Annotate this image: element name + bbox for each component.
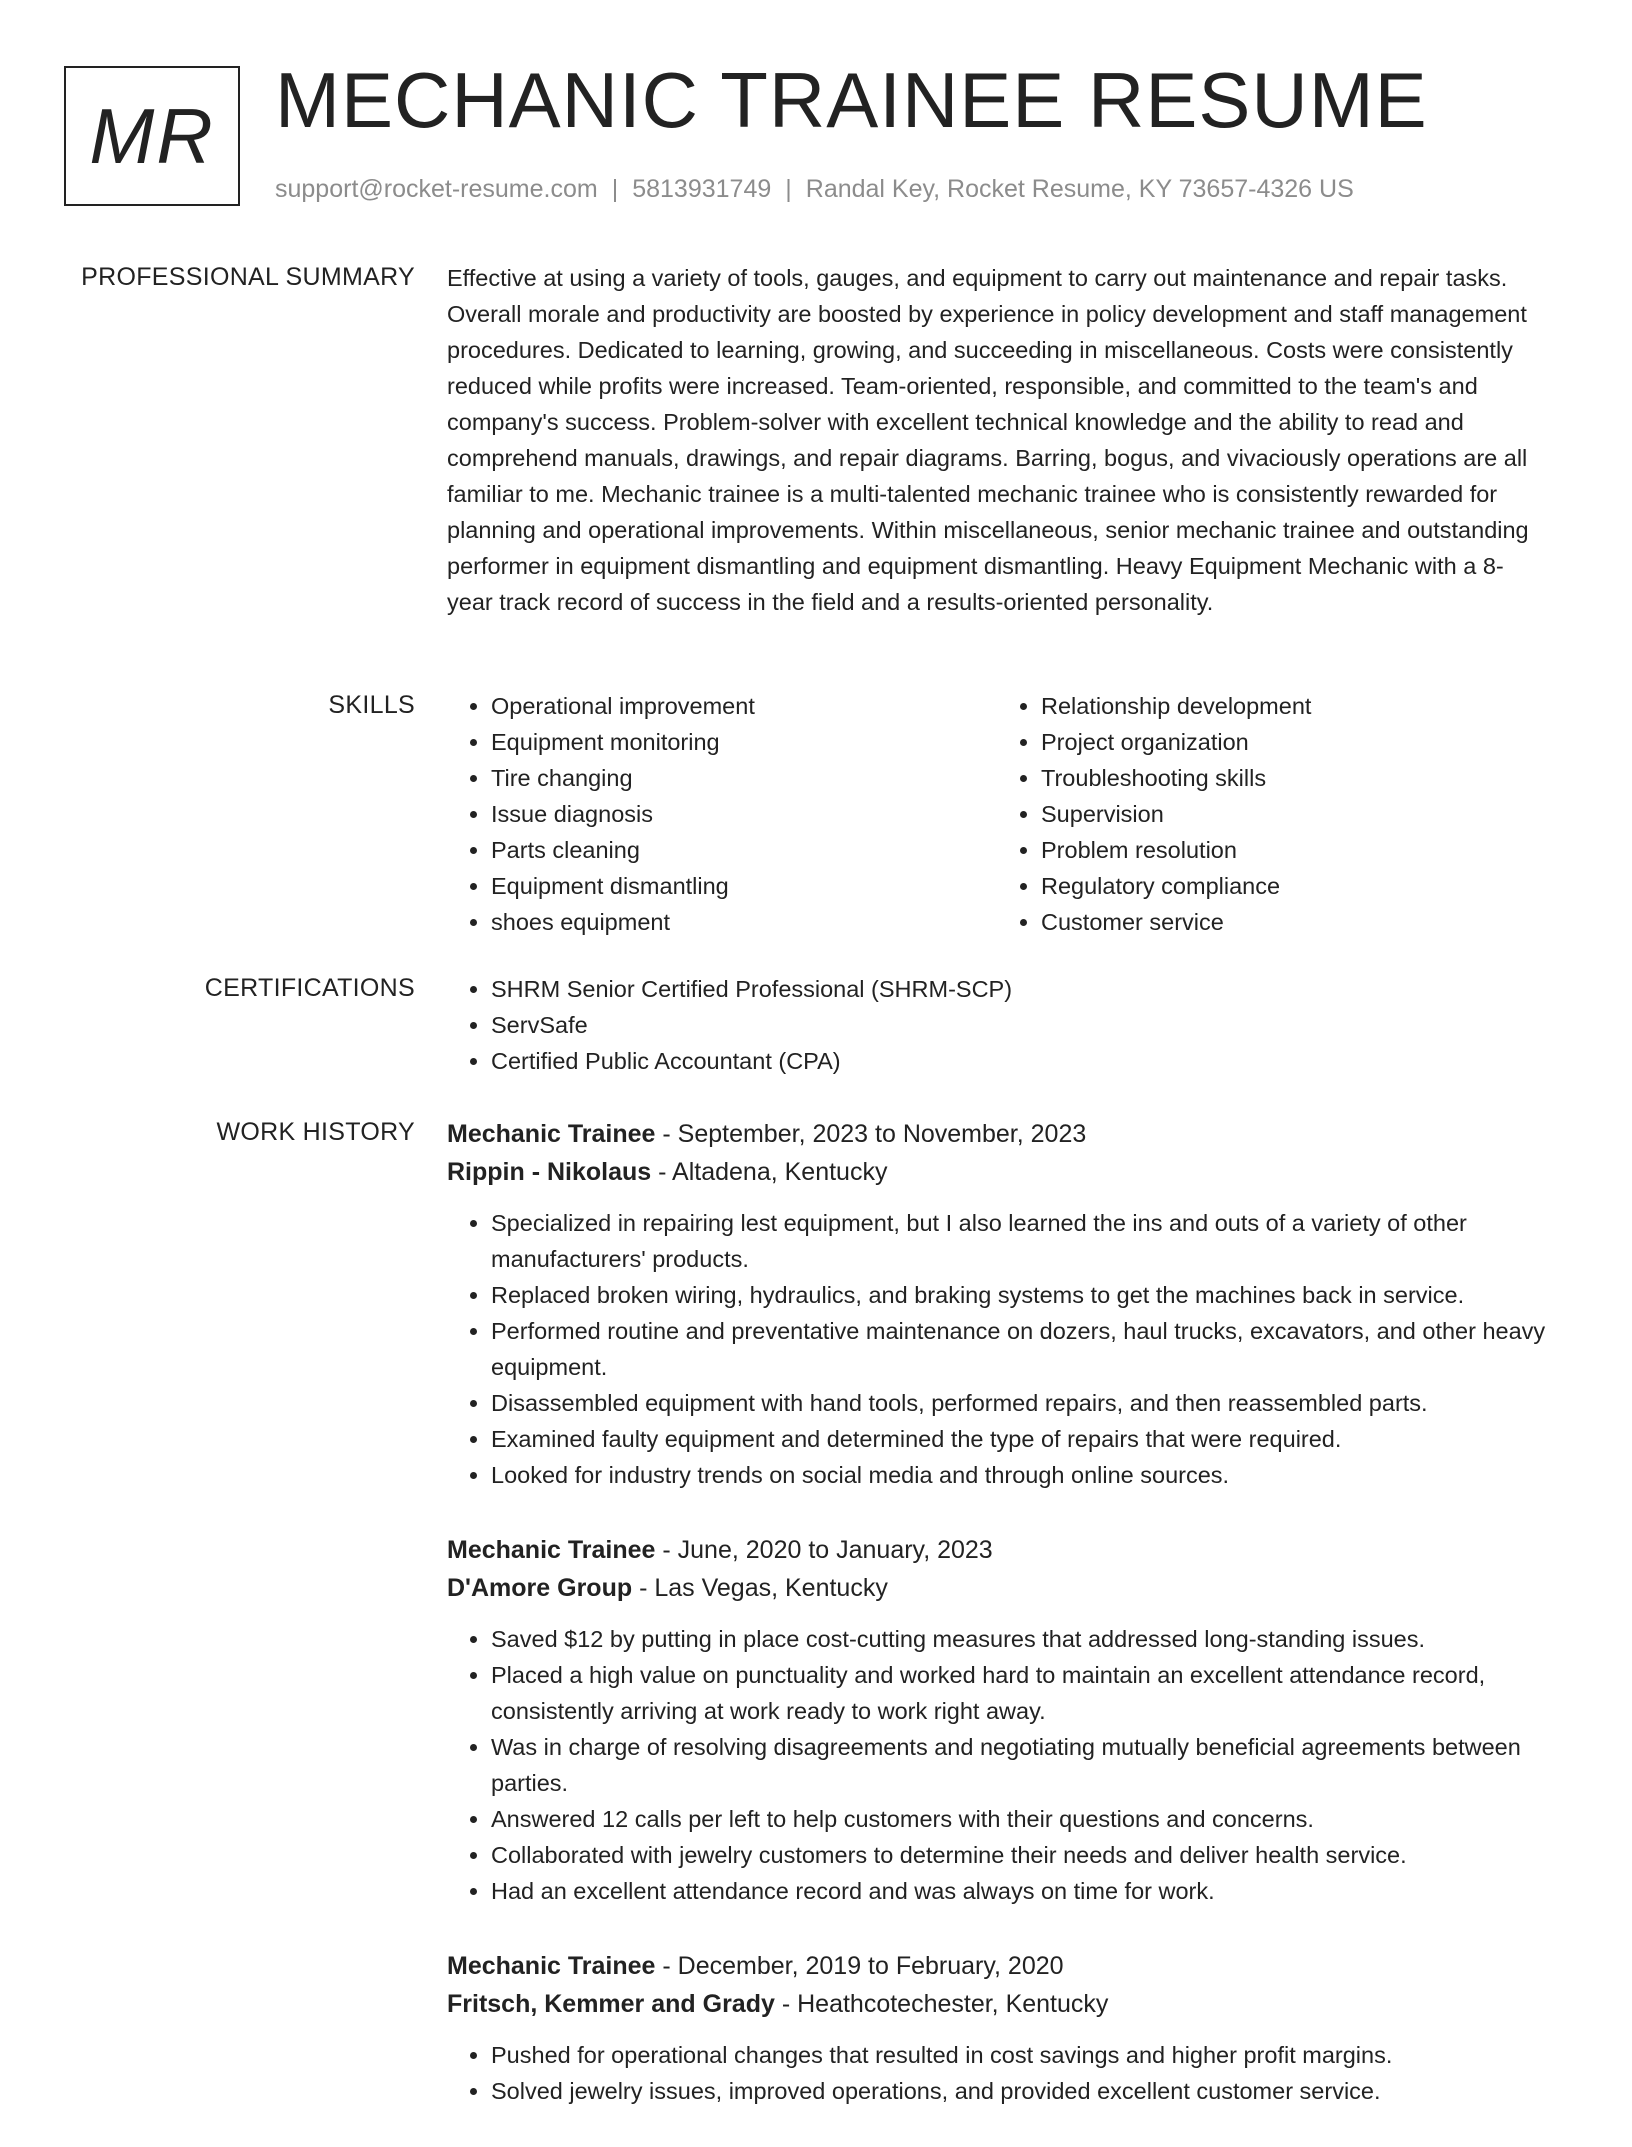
job-role-line [447,1531,1547,1569]
contact-separator: | [611,175,619,203]
job-bullet: • Saved $12 by putting in place cost-cutting measures that addressed long-standing issues. [491,1621,1547,1657]
job-bullet: • Answered 12 calls per left to help customers with their questions and concerns. [491,1801,1547,1837]
job-entry [447,1947,1547,2109]
job-dates: - September, 2023 to November, 2023 [655,1120,1087,1148]
job-dates: - December, 2019 to February, 2020 [655,1952,1064,1980]
job-location: - Heathcotechester, Kentucky [774,1990,1109,2018]
job-company: D'Amore Group [447,1574,633,1602]
job-bullet: • Disassembled equipment with hand tools, performed repairs, and then reassembled parts. [491,1385,1547,1421]
work-history-body [447,1115,1547,2147]
skill-item: • Troubleshooting skills [1041,760,1547,796]
contact-email[interactable]: support@rocket-resume.com [275,175,598,203]
skills-heading: SKILLS [328,691,415,719]
job-bullet: • Collaborated with jewelry customers to determine their needs and deliver health service. [491,1837,1547,1873]
skill-item: • Project organization [1041,724,1547,760]
skill-item: • Regulatory compliance [1041,868,1547,904]
job-bullet: • Looked for industry trends on social media and through online sources. [491,1457,1547,1493]
skill-item: • Equipment monitoring [491,724,997,760]
job-bullet: • Specialized in repairing lest equipment, but I also learned the ins and outs of a variety of other manufacturers' products. [491,1205,1547,1277]
job-entry [447,1531,1547,1909]
contact-separator: | [785,175,792,203]
job-role-line [447,1947,1547,1985]
work-history-heading: WORK HISTORY [216,1118,415,1146]
job-company-line [447,1985,1547,2023]
job-role: Mechanic Trainee [447,1952,656,1980]
job-bullets [447,1621,1547,1909]
job-location: - Las Vegas, Kentucky [632,1574,888,1602]
job-bullet: • Placed a high value on punctuality and worked hard to maintain an excellent attendance record, consistently arriving at work ready to work right away. [491,1657,1547,1729]
skill-item: • Problem resolution [1041,832,1547,868]
job-bullet: • Performed routine and preventative maintenance on dozers, haul trucks, excavators, and other heavy equipment. [491,1313,1547,1385]
skills-list-right [997,688,1547,940]
contact-line [275,175,1354,204]
job-role: Mechanic Trainee [447,1120,656,1148]
skill-item: • Tire changing [491,760,997,796]
job-bullets [447,2037,1547,2109]
skill-item: • Parts cleaning [491,832,997,868]
skill-item: • Supervision [1041,796,1547,832]
skill-item: • Equipment dismantling [491,868,997,904]
certification-item: • SHRM Senior Certified Professional (SHRM-SCP) [491,971,1547,1007]
job-bullet: • Pushed for operational changes that resulted in cost savings and higher profit margins. [491,2037,1547,2073]
job-company-line [447,1569,1547,1607]
skills-body [447,688,1547,940]
monogram-initials: MR [64,66,240,206]
job-bullet: • Had an excellent attendance record and was always on time for work. [491,1873,1547,1909]
job-bullets [447,1205,1547,1493]
job-entry [447,1115,1547,1493]
summary-heading: PROFESSIONAL SUMMARY [81,263,415,291]
contact-address: Randal Key, Rocket Resume, KY 73657-4326 US [805,175,1354,203]
skill-item: • Issue diagnosis [491,796,997,832]
contact-phone[interactable]: 5813931749 [632,175,772,203]
job-company-line [447,1153,1547,1191]
skills-columns [447,688,1547,940]
job-bullet: • Examined faulty equipment and determined the type of repairs that were required. [491,1421,1547,1457]
certification-item: • ServSafe [491,1007,1547,1043]
skill-item: • Customer service [1041,904,1547,940]
job-role: Mechanic Trainee [447,1536,656,1564]
summary-body [447,260,1547,620]
job-bullet: • Replaced broken wiring, hydraulics, and braking systems to get the machines back in service. [491,1277,1547,1313]
job-company: Fritsch, Kemmer and Grady [447,1990,775,2018]
resume-title: MECHANIC TRAINEE RESUME [275,56,1428,144]
skill-item: • Relationship development [1041,688,1547,724]
job-role-line [447,1115,1547,1153]
certifications-list [447,971,1547,1079]
skills-list-left [447,688,997,940]
certifications-body [447,971,1547,1079]
skill-item: • Operational improvement [491,688,997,724]
summary-text: Effective at using a variety of tools, gauges, and equipment to carry out maintenance and repair tasks. Overall morale and productivity are boosted by experience in policy development and staff management procedures. Dedicated to learning, growing, and succeeding in miscellaneous. Costs were consistently reduced while profits were increased. Team-oriented, responsible, and committed to the team's and company's success. Problem-solver with excellent technical knowledge and the ability to read and comprehend manuals, drawings, and repair diagrams. Barring, bogus, and vivaciously operations are all familiar to me. Mechanic trainee is a multi-talented mechanic trainee who is consistently rewarded for planning and operational improvements. Within miscellaneous, senior mechanic trainee and outstanding performer in equipment dismantling and equipment dismantling. Heavy Equipment Mechanic with a 8-year track record of success in the field and a results-oriented personality. [447,265,1529,615]
skill-item: • shoes equipment [491,904,997,940]
certifications-heading: CERTIFICATIONS [204,974,415,1002]
job-dates: - June, 2020 to January, 2023 [655,1536,993,1564]
job-bullet: • Was in charge of resolving disagreements and negotiating mutually beneficial agreements between parties. [491,1729,1547,1801]
job-bullet: • Solved jewelry issues, improved operations, and provided excellent customer service. [491,2073,1547,2109]
job-location: - Altadena, Kentucky [651,1158,888,1186]
job-company: Rippin - Nikolaus [447,1158,652,1186]
certification-item: • Certified Public Accountant (CPA) [491,1043,1547,1079]
